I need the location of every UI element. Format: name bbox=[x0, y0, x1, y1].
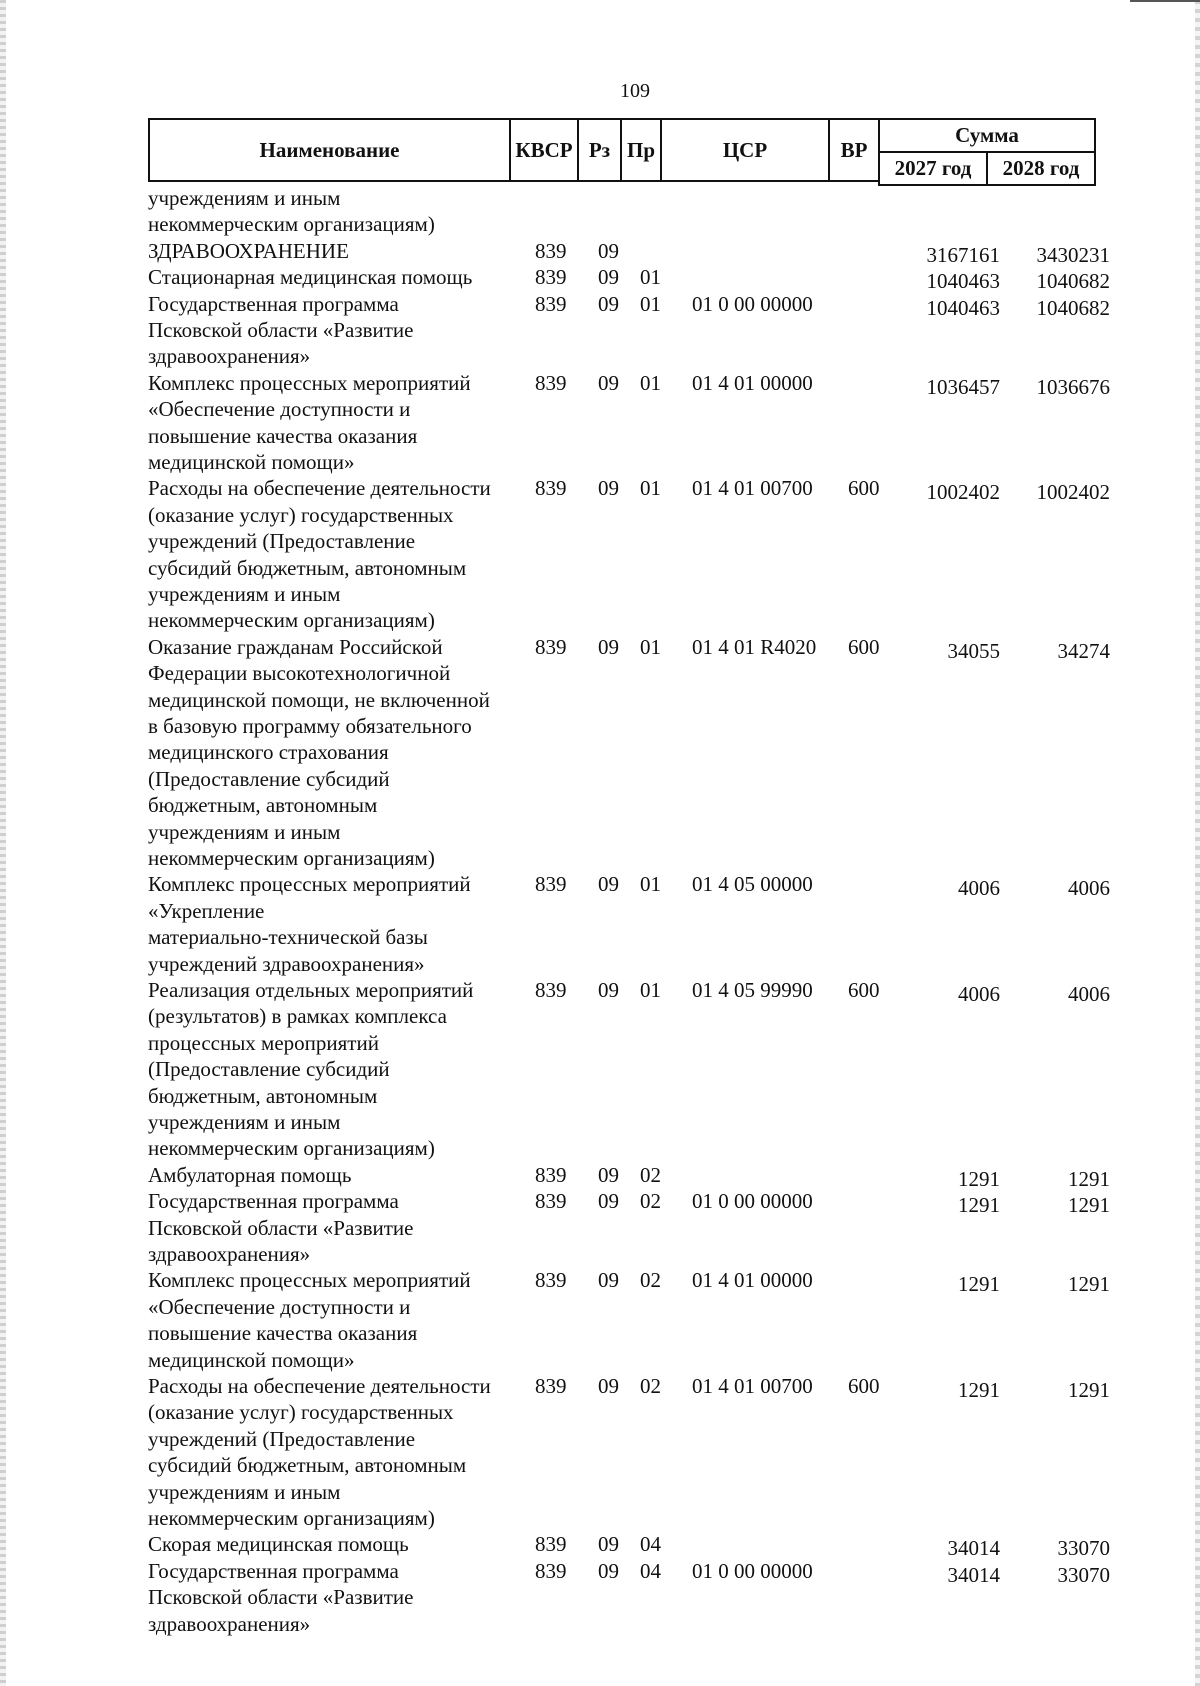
cell-pr: 02 bbox=[640, 1162, 661, 1187]
header-kvsr: КВСР bbox=[509, 118, 579, 182]
cell-pr: 02 bbox=[640, 1374, 661, 1398]
cell-pr: 04 bbox=[640, 1558, 661, 1583]
cell-pr: 02 bbox=[640, 1268, 661, 1293]
row-name-line: Амбулаторная помощь bbox=[148, 1162, 352, 1187]
row-name-line: Оказание гражданам Российской bbox=[148, 634, 443, 659]
row-name-line: Стационарная медицинская помощь bbox=[148, 265, 473, 290]
cell-sum-2027: 34055 bbox=[947, 638, 1000, 663]
cell-rz: 09 bbox=[598, 872, 619, 897]
cell-sum-2027: 1291 bbox=[958, 1193, 1000, 1218]
row-name bbox=[148, 264, 518, 290]
row-name bbox=[148, 1531, 518, 1557]
cell-csr: 01 4 01 00700 bbox=[692, 476, 813, 501]
cell-rz: 09 bbox=[598, 1374, 619, 1398]
cell-pr: 01 bbox=[640, 978, 661, 1002]
cell-vr: 600 bbox=[848, 634, 880, 659]
header-vr: ВР bbox=[828, 118, 880, 182]
header-pr: Пр bbox=[620, 118, 662, 182]
cell-kvsr: 839 bbox=[535, 1374, 567, 1398]
row-name bbox=[148, 291, 518, 370]
cell-kvsr: 839 bbox=[535, 238, 567, 263]
cell-vr: 600 bbox=[848, 978, 880, 1002]
row-name-line: Реализация отдельных мероприятий bbox=[148, 978, 474, 1002]
row-name-line: повышение качества оказания bbox=[148, 423, 418, 448]
table-header bbox=[148, 118, 1114, 192]
cell-kvsr: 839 bbox=[535, 1532, 567, 1557]
cell-rz: 09 bbox=[598, 1162, 619, 1187]
cell-kvsr: 839 bbox=[535, 872, 567, 897]
row-name bbox=[148, 238, 518, 264]
row-name-line: Псковской области «Развитие bbox=[148, 1215, 414, 1240]
row-name-line: субсидий бюджетным, автономным bbox=[148, 1453, 467, 1478]
row-name-line: Федерации высокотехнологичной bbox=[148, 661, 451, 686]
row-name-line: учреждений (Предоставление bbox=[148, 1426, 416, 1451]
row-name-line: Государственная программа bbox=[148, 1189, 399, 1214]
cell-sum-2028: 4006 bbox=[1068, 876, 1110, 901]
row-name-line: Псковской области «Развитие bbox=[148, 318, 414, 342]
cell-pr: 01 bbox=[640, 370, 661, 395]
cell-sum-2028: 1002402 bbox=[1036, 480, 1110, 505]
header-rz: Рз bbox=[577, 118, 622, 182]
row-name-line: Комплекс процессных мероприятий bbox=[148, 370, 471, 395]
header-csr: ЦСР bbox=[660, 118, 830, 182]
cell-sum-2028: 3430231 bbox=[1036, 242, 1110, 267]
row-name-line: повышение качества оказания bbox=[148, 1321, 418, 1346]
row-name-line: здравоохранения» bbox=[148, 1611, 311, 1636]
cell-kvsr: 839 bbox=[535, 1268, 567, 1293]
cell-kvsr: 839 bbox=[535, 1189, 567, 1214]
row-name-line: учреждениям и иным bbox=[148, 819, 341, 844]
cell-sum-2028: 1040682 bbox=[1036, 295, 1110, 320]
row-name-line: некоммерческим организациям) bbox=[148, 212, 435, 237]
cell-sum-2027: 1291 bbox=[958, 1272, 1000, 1297]
header-name: Наименование bbox=[148, 118, 511, 182]
row-name-line: Расходы на обеспечение деятельности bbox=[148, 476, 491, 501]
row-name-line: в базовую программу обязательного bbox=[148, 714, 472, 739]
row-name-line: «Обеспечение доступности и bbox=[148, 397, 411, 422]
cell-sum-2028: 1291 bbox=[1068, 1166, 1110, 1191]
row-name-line: Псковской области «Развитие bbox=[148, 1585, 414, 1610]
scan-left-edge bbox=[0, 0, 6, 1686]
row-name-line: учреждений (Предоставление bbox=[148, 529, 416, 554]
cell-csr: 01 4 01 00000 bbox=[692, 1268, 813, 1293]
cell-pr: 02 bbox=[640, 1189, 661, 1214]
scan-right-edge bbox=[1195, 0, 1200, 1686]
cell-sum-2028: 1040682 bbox=[1036, 269, 1110, 294]
cell-csr: 01 4 01 00700 bbox=[692, 1374, 813, 1398]
cell-kvsr: 839 bbox=[535, 1558, 567, 1583]
cell-sum-2028: 1291 bbox=[1068, 1378, 1110, 1402]
row-name-line: (оказание услуг) государственных bbox=[148, 1400, 454, 1425]
header-year-2028: 2028 год bbox=[986, 151, 1096, 186]
row-name-line: учреждениям и иным bbox=[148, 186, 341, 210]
cell-sum-2028: 4006 bbox=[1068, 982, 1110, 1006]
row-name-line: (результатов) в рамках комплекса bbox=[148, 1004, 447, 1029]
row-name bbox=[148, 1267, 518, 1373]
row-name-line: учреждениям и иным bbox=[148, 1110, 341, 1135]
cell-csr: 01 0 00 00000 bbox=[692, 1189, 813, 1214]
row-name-line: медицинской помощи» bbox=[148, 1347, 355, 1372]
cell-sum-2027: 1040463 bbox=[926, 295, 1000, 320]
cell-sum-2027: 1002402 bbox=[926, 480, 1000, 505]
row-name bbox=[148, 977, 518, 1162]
row-name-line: медицинской помощи» bbox=[148, 450, 355, 475]
row-name-line: бюджетным, автономным bbox=[148, 1083, 378, 1108]
row-name-line: Комплекс процессных мероприятий bbox=[148, 1268, 471, 1293]
cell-rz: 09 bbox=[598, 238, 619, 263]
cell-rz: 09 bbox=[598, 370, 619, 395]
row-name-line: здравоохранения» bbox=[148, 1242, 311, 1266]
cell-kvsr: 839 bbox=[535, 370, 567, 395]
row-name-line: (Предоставление субсидий bbox=[148, 766, 390, 791]
cell-sum-2027: 1291 bbox=[958, 1166, 1000, 1191]
cell-csr: 01 4 05 99990 bbox=[692, 978, 813, 1002]
row-name bbox=[148, 634, 518, 872]
cell-vr: 600 bbox=[848, 1374, 880, 1398]
cell-kvsr: 839 bbox=[535, 291, 567, 316]
cell-kvsr: 839 bbox=[535, 1162, 567, 1187]
row-name-line: Государственная программа bbox=[148, 1558, 399, 1583]
cell-sum-2028: 1291 bbox=[1068, 1193, 1110, 1218]
row-name-line: ЗДРАВООХРАНЕНИЕ bbox=[148, 238, 349, 263]
cell-sum-2028: 33070 bbox=[1057, 1536, 1110, 1561]
row-name bbox=[148, 871, 518, 977]
cell-sum-2028: 34274 bbox=[1057, 638, 1110, 663]
cell-pr: 01 bbox=[640, 872, 661, 897]
row-name bbox=[148, 1162, 518, 1188]
cell-kvsr: 839 bbox=[535, 634, 567, 659]
scan-top-mark bbox=[1130, 0, 1200, 2]
cell-csr: 01 4 01 00000 bbox=[692, 370, 813, 395]
header-sum: Сумма bbox=[878, 118, 1096, 153]
row-name-line: «Обеспечение доступности и bbox=[148, 1294, 411, 1319]
row-name-line: Скорая медицинская помощь bbox=[148, 1532, 409, 1557]
cell-sum-2027: 1036457 bbox=[926, 374, 1000, 399]
row-name-line: субсидий бюджетным, автономным bbox=[148, 555, 467, 580]
cell-kvsr: 839 bbox=[535, 265, 567, 290]
cell-vr: 600 bbox=[848, 476, 880, 501]
row-name-line: медицинской помощи, не включенной bbox=[148, 687, 490, 712]
row-name bbox=[148, 1558, 518, 1637]
cell-rz: 09 bbox=[598, 265, 619, 290]
row-name-line: некоммерческим организациям) bbox=[148, 846, 435, 871]
cell-pr: 01 bbox=[640, 265, 661, 290]
row-name-line: Комплекс процессных мероприятий bbox=[148, 872, 471, 897]
row-name-line: здравоохранения» bbox=[148, 344, 311, 369]
cell-csr: 01 4 01 R4020 bbox=[692, 634, 817, 659]
cell-pr: 01 bbox=[640, 476, 661, 501]
row-name-line: Государственная программа bbox=[148, 291, 399, 316]
row-name-line: (оказание услуг) государственных bbox=[148, 502, 454, 527]
cell-sum-2028: 33070 bbox=[1057, 1562, 1110, 1587]
row-name bbox=[148, 475, 518, 633]
row-name-line: медицинского страхования bbox=[148, 740, 389, 765]
cell-kvsr: 839 bbox=[535, 978, 567, 1002]
cell-sum-2027: 3167161 bbox=[926, 242, 1000, 267]
cell-kvsr: 839 bbox=[535, 476, 567, 501]
cell-rz: 09 bbox=[598, 1189, 619, 1214]
cell-sum-2028: 1291 bbox=[1068, 1272, 1110, 1297]
row-name-line: некоммерческим организациям) bbox=[148, 608, 435, 633]
cell-rz: 09 bbox=[598, 978, 619, 1002]
cell-sum-2028: 1036676 bbox=[1036, 374, 1110, 399]
cell-csr: 01 4 05 00000 bbox=[692, 872, 813, 897]
row-name bbox=[148, 1373, 518, 1531]
cell-rz: 09 bbox=[598, 291, 619, 316]
row-name-line: процессных мероприятий bbox=[148, 1030, 379, 1055]
cell-sum-2027: 34014 bbox=[947, 1562, 1000, 1587]
row-name bbox=[148, 185, 518, 238]
row-name-line: некоммерческим организациям) bbox=[148, 1506, 435, 1531]
row-name-line: бюджетным, автономным bbox=[148, 793, 378, 818]
row-name-line: Расходы на обеспечение деятельности bbox=[148, 1374, 491, 1398]
row-name bbox=[148, 1188, 518, 1267]
cell-rz: 09 bbox=[598, 1558, 619, 1583]
cell-sum-2027: 1040463 bbox=[926, 269, 1000, 294]
cell-pr: 04 bbox=[640, 1532, 661, 1557]
row-name-line: некоммерческим организациям) bbox=[148, 1136, 435, 1161]
row-name-line: учреждениям и иным bbox=[148, 1479, 341, 1504]
cell-sum-2027: 4006 bbox=[958, 876, 1000, 901]
row-name-line: учреждениям и иным bbox=[148, 582, 341, 607]
cell-pr: 01 bbox=[640, 634, 661, 659]
page-number: 109 bbox=[620, 80, 650, 102]
row-name-line: учреждений здравоохранения» bbox=[148, 951, 425, 976]
cell-csr: 01 0 00 00000 bbox=[692, 291, 813, 316]
cell-pr: 01 bbox=[640, 291, 661, 316]
row-name bbox=[148, 370, 518, 476]
row-name-line: материально-технической базы bbox=[148, 925, 428, 950]
cell-rz: 09 bbox=[598, 1532, 619, 1557]
row-name-line: (Предоставление субсидий bbox=[148, 1057, 390, 1082]
cell-sum-2027: 4006 bbox=[958, 982, 1000, 1006]
cell-csr: 01 0 00 00000 bbox=[692, 1558, 813, 1583]
cell-rz: 09 bbox=[598, 1268, 619, 1293]
cell-rz: 09 bbox=[598, 634, 619, 659]
cell-sum-2027: 34014 bbox=[947, 1536, 1000, 1561]
row-name-line: «Укрепление bbox=[148, 898, 265, 923]
cell-sum-2027: 1291 bbox=[958, 1378, 1000, 1402]
header-year-2027: 2027 год bbox=[878, 151, 988, 186]
cell-rz: 09 bbox=[598, 476, 619, 501]
